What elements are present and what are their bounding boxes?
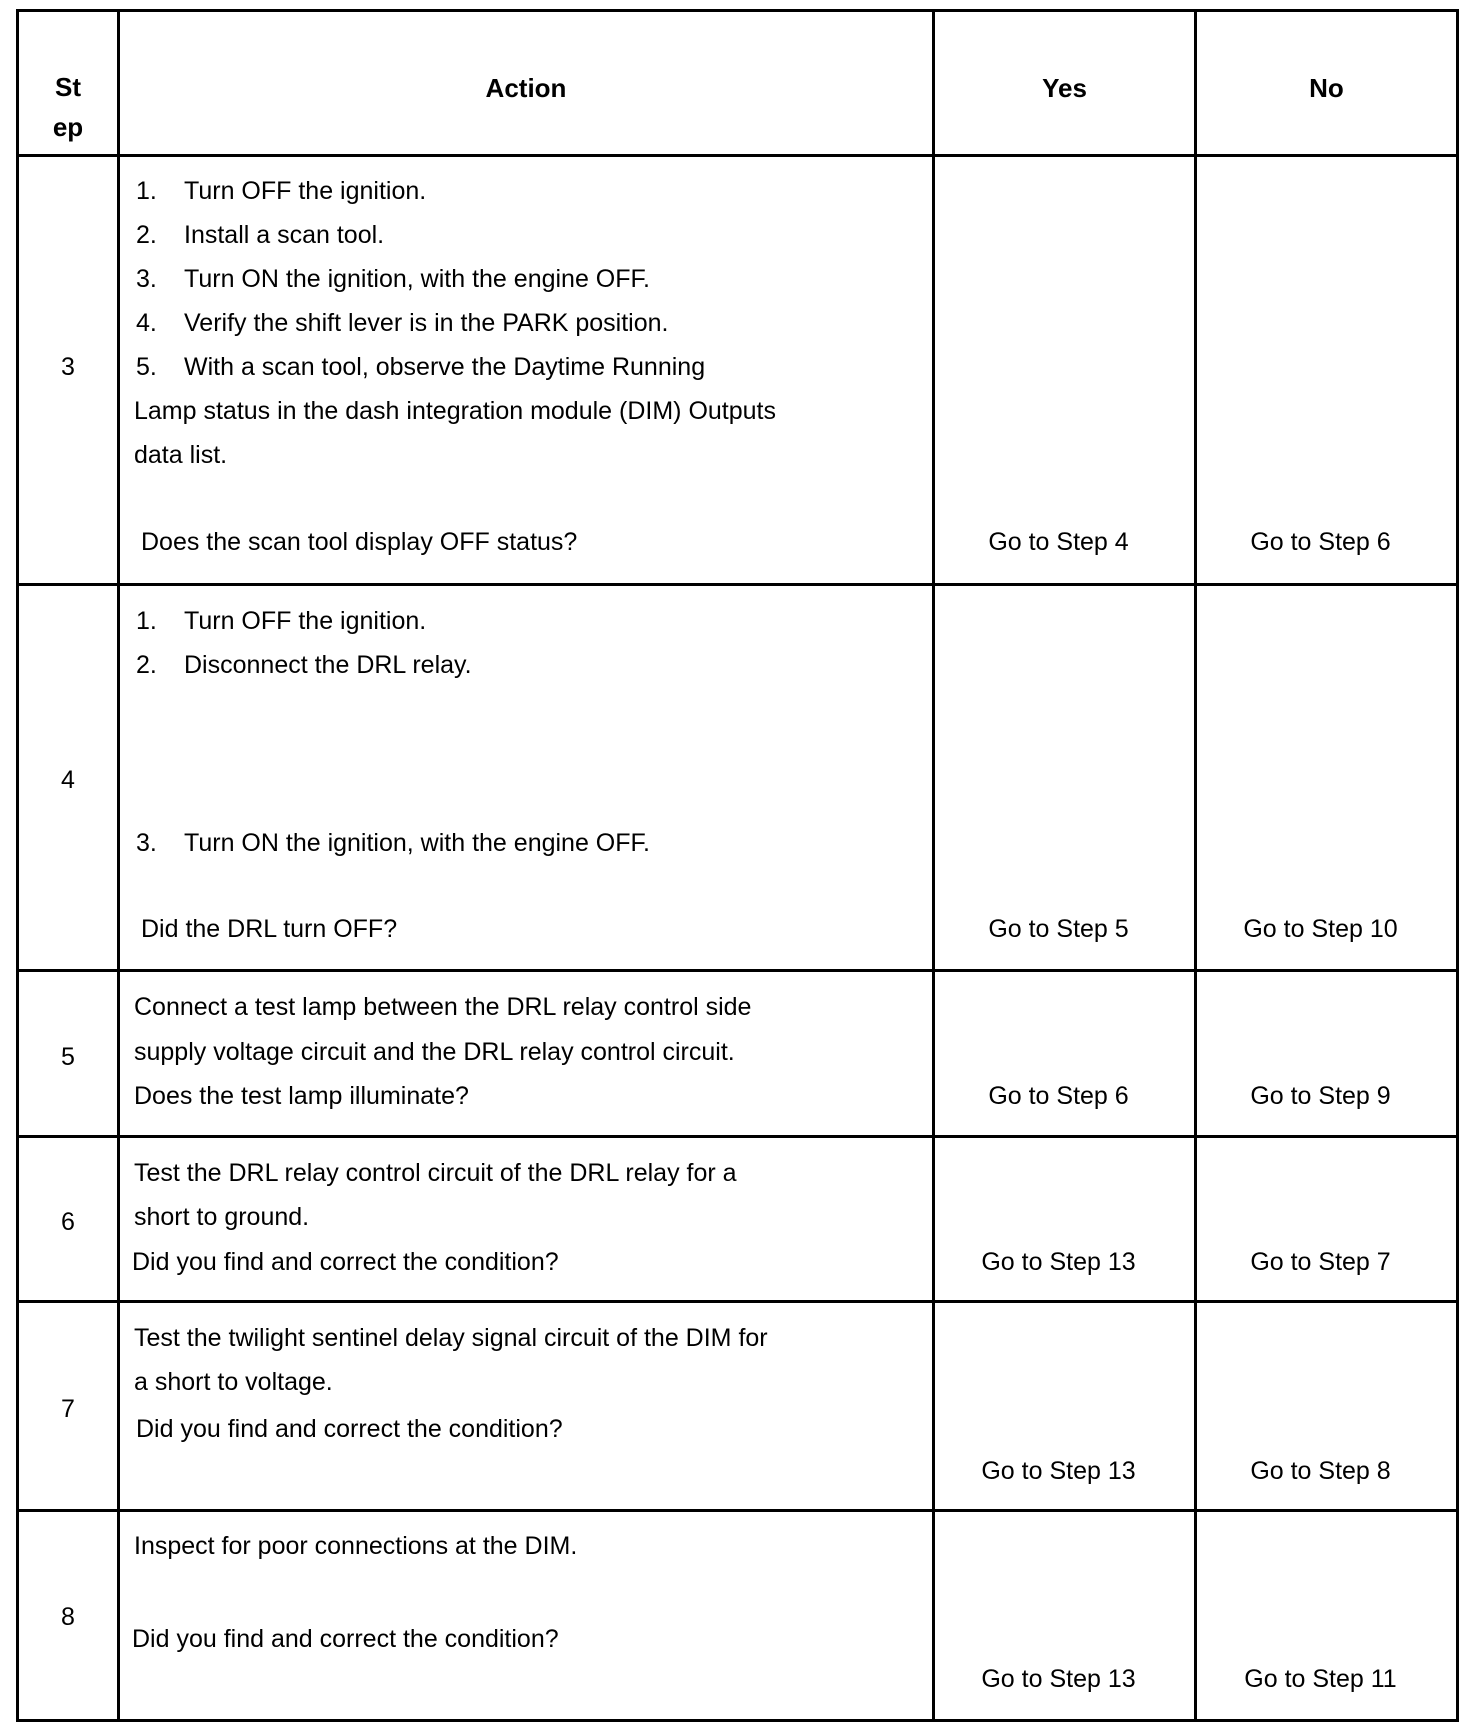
row-divider — [16, 583, 1459, 586]
action-text-line: a short to voltage. — [134, 1368, 333, 1396]
no-answer: Go to Step 10 — [1243, 915, 1398, 943]
header-step-line2: ep — [52, 112, 84, 142]
step-number: 8 — [61, 1603, 75, 1631]
no-answer: Go to Step 7 — [1250, 1248, 1391, 1276]
list-item — [136, 643, 472, 687]
step-number: 7 — [61, 1395, 75, 1423]
action-text-line: Test the twilight sentinel delay signal circuit of the DIM for — [134, 1324, 768, 1352]
list-item — [136, 821, 650, 865]
no-answer: Go to Step 11 — [1244, 1665, 1397, 1693]
step-number: 4 — [61, 766, 75, 794]
action-question: Did you find and correct the condition? — [132, 1625, 559, 1653]
item-text: Turn ON the ignition, with the engine OFF. — [184, 829, 650, 857]
column-divider — [117, 9, 120, 1722]
action-text-line: Inspect for poor connections at the DIM. — [134, 1532, 578, 1560]
item-text: Verify the shift lever is in the PARK position. — [184, 309, 669, 337]
no-answer: Go to Step 6 — [1250, 528, 1391, 556]
action-cell — [136, 169, 705, 389]
action-question: Did you find and correct the condition? — [132, 1248, 559, 1276]
item-text: Disconnect the DRL relay. — [184, 651, 472, 679]
action-cell — [136, 599, 472, 687]
item-text: Turn OFF the ignition. — [184, 607, 427, 635]
step-number: 6 — [61, 1208, 75, 1236]
action-steps — [136, 599, 472, 687]
action-question: Did the DRL turn OFF? — [141, 915, 398, 943]
item-number: 3. — [136, 265, 157, 293]
row-divider — [16, 1300, 1459, 1303]
yes-answer: Go to Step 13 — [981, 1665, 1136, 1693]
header-yes: Yes — [1042, 73, 1087, 103]
row-divider — [16, 1509, 1459, 1512]
action-steps — [136, 169, 705, 389]
item-text: Turn OFF the ignition. — [184, 177, 427, 205]
table-border-right — [1456, 9, 1459, 1722]
row-divider — [16, 969, 1459, 972]
yes-answer: Go to Step 4 — [988, 528, 1129, 556]
action-question: Does the scan tool display OFF status? — [141, 528, 578, 556]
item-number: 2. — [136, 651, 157, 679]
action-cell — [136, 821, 650, 865]
action-text-line: supply voltage circuit and the DRL relay control circuit. — [134, 1038, 735, 1066]
action-text-line: data list. — [134, 441, 228, 469]
list-item — [136, 169, 705, 213]
action-text-line: Test the DRL relay control circuit of the DRL relay for a — [134, 1159, 737, 1187]
list-item — [136, 599, 472, 643]
action-question: Does the test lamp illuminate? — [134, 1082, 469, 1110]
diagnostic-table — [16, 9, 1459, 1722]
item-number: 4. — [136, 309, 157, 337]
step-number: 3 — [61, 353, 75, 381]
item-number: 3. — [136, 829, 157, 857]
row-divider — [16, 1135, 1459, 1138]
header-divider — [16, 154, 1459, 157]
item-number: 5. — [136, 353, 157, 381]
no-answer: Go to Step 8 — [1250, 1457, 1391, 1485]
item-text: With a scan tool, observe the Daytime Running — [184, 353, 706, 381]
action-steps — [136, 821, 650, 865]
item-number: 2. — [136, 221, 157, 249]
action-question: Did you find and correct the condition? — [136, 1415, 563, 1443]
list-item — [136, 345, 705, 389]
yes-answer: Go to Step 6 — [988, 1082, 1129, 1110]
item-number: 1. — [136, 177, 157, 205]
header-step — [16, 67, 120, 147]
header-no: No — [1309, 73, 1344, 103]
table-border-left — [16, 9, 19, 1722]
list-item — [136, 257, 705, 301]
table-border-top — [16, 9, 1459, 12]
item-text: Install a scan tool. — [184, 221, 385, 249]
action-text-line: short to ground. — [134, 1203, 310, 1231]
step-number: 5 — [61, 1043, 75, 1071]
list-item — [136, 301, 705, 345]
yes-answer: Go to Step 13 — [981, 1457, 1136, 1485]
header-action: Action — [485, 73, 567, 103]
yes-answer: Go to Step 5 — [988, 915, 1129, 943]
action-text-line: Connect a test lamp between the DRL relay control side — [134, 993, 752, 1021]
header-step-line1: St — [55, 72, 81, 102]
item-number: 1. — [136, 607, 157, 635]
yes-answer: Go to Step 13 — [981, 1248, 1136, 1276]
item-text: Turn ON the ignition, with the engine OFF. — [184, 265, 650, 293]
table-border-bottom — [16, 1719, 1459, 1722]
list-item — [136, 213, 705, 257]
no-answer: Go to Step 9 — [1250, 1082, 1391, 1110]
action-text-line: Lamp status in the dash integration module (DIM) Outputs — [134, 397, 776, 425]
